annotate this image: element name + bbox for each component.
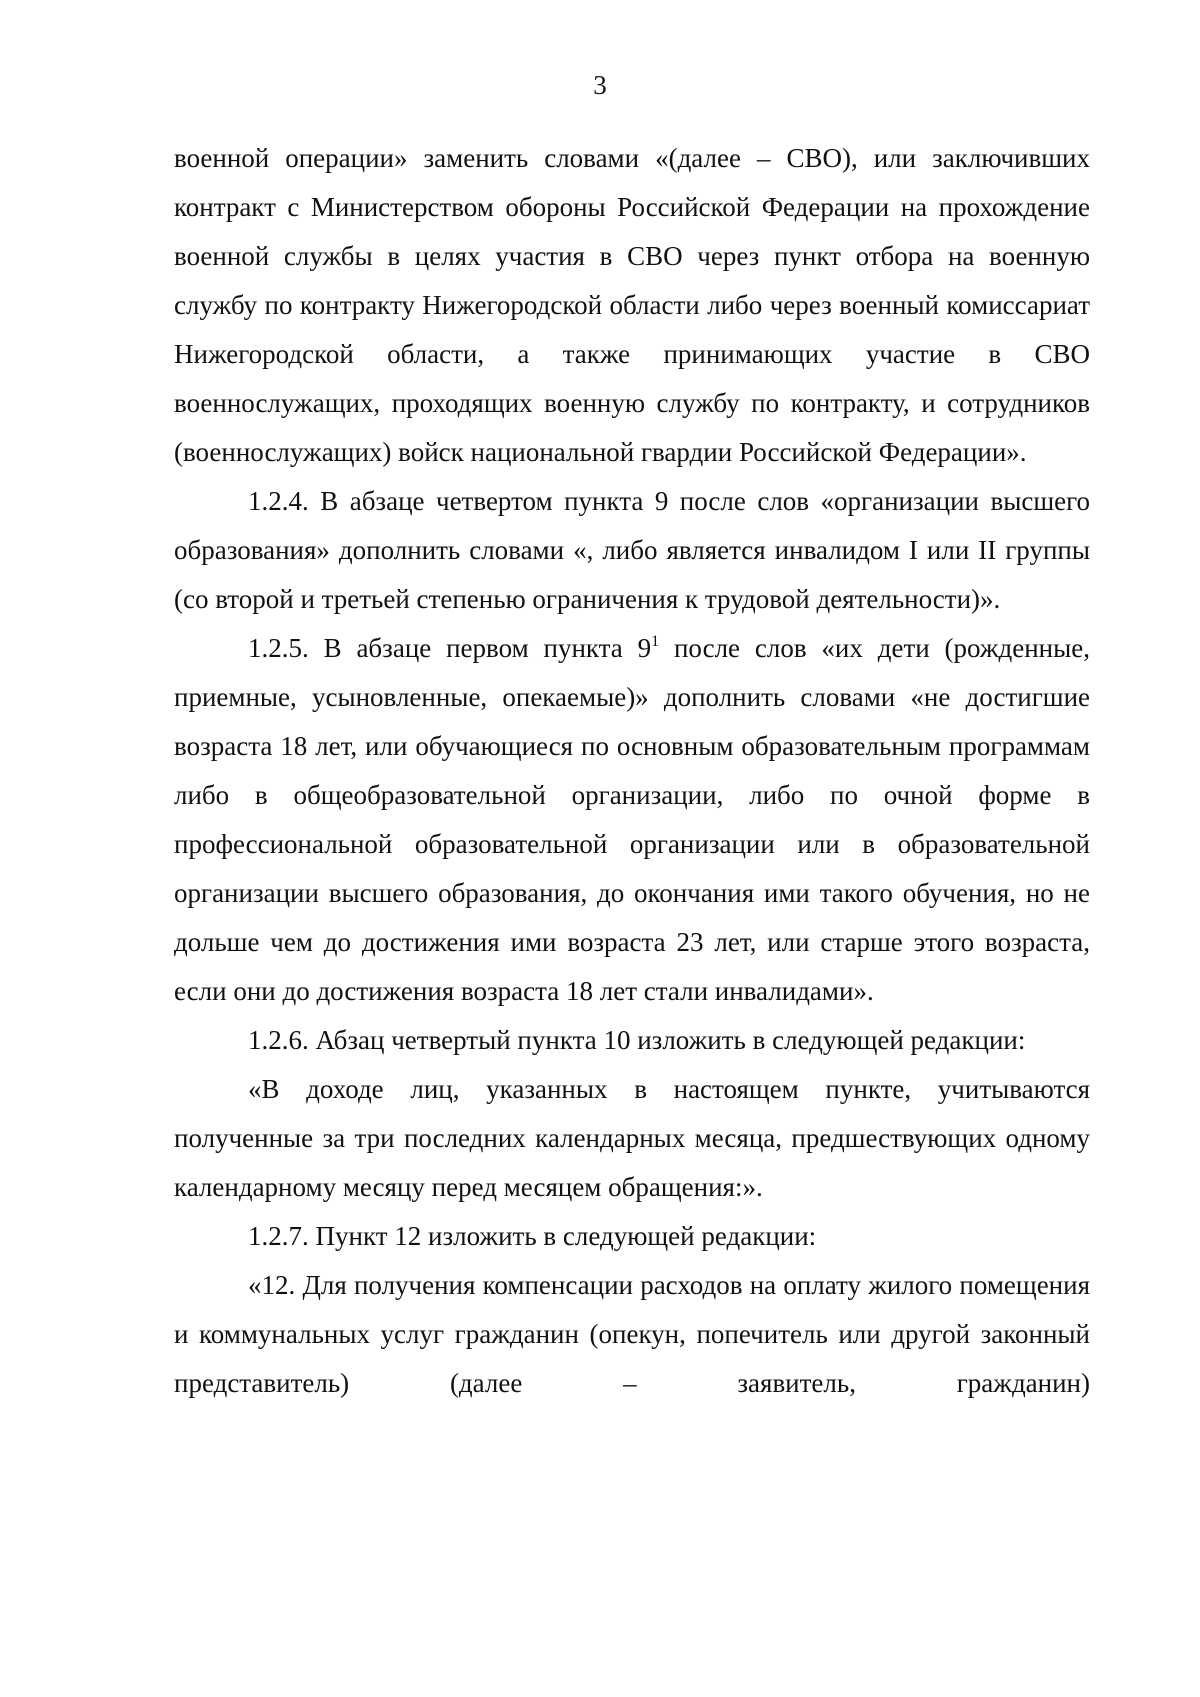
paragraph-1-2-6: 1.2.6. Абзац четвертый пункта 10 изложить в следующей редакции: (248, 1025, 1026, 1055)
quoted-paragraph-12: «12. Для получения компенсации расходов на оплату жилого помещения и коммунальных услуг гражданин (опекун, попечитель или другой законный представитель) (далее – заявитель, гражданин) (174, 1270, 1090, 1398)
paragraph-1-2-5-rest: после слов «их дети (рожденные, приемные, усыновленные, опекаемые)» дополнить словами «не достигшие возраста 18 лет, или обучающиеся по основным образовательным программам либо в общеобразовательной организации, либо по очной форме в профессиональной образовательной организации или в образовательной организации высшего образования, до окончания ими такого обучения, но не дольше чем до достижения ими возраста 23 лет, или старше этого возраста, если они до достижения возраста 18 лет стали инвалидами». (174, 633, 1090, 1006)
paragraph-1-2-7: 1.2.7. Пункт 12 изложить в следующей редакции: (248, 1221, 817, 1251)
paragraph-1-2-5-lead: 1.2.5. В абзаце первом пункта 9 (248, 633, 652, 663)
superscript-one: 1 (651, 633, 660, 650)
paragraph-1-2-4: 1.2.4. В абзаце четвертом пункта 9 после слов «организации высшего образования» дополнить словами «, либо является инвалидом I или II группы (со второй и третьей степенью ограничения к трудовой деятельности)». (174, 486, 1090, 614)
page-number: 3 (593, 70, 607, 100)
paragraph-continuation: военной операции» заменить словами «(далее – СВО), или заключивших контракт с Министерством обороны Российской Федерации на прохождение военной службы в целях участия в СВО через пункт отбора на военную службу по контракту Нижегородской области либо через военный комиссариат Нижегородской области, а также принимающих участие в СВО военнослужащих, проходящих военную службу по контракту, и сотрудников (военнослужащих) войск национальной гвардии Российской Федерации». (174, 143, 1090, 467)
paragraph-1-2-5 (174, 624, 1090, 1016)
quoted-paragraph-income: «В доходе лиц, указанных в настоящем пункте, учитываются полученные за три последних календарных месяца, предшествующих одному календарному месяцу перед месяцем обращения:». (174, 1074, 1090, 1202)
document-body (174, 134, 1090, 1408)
